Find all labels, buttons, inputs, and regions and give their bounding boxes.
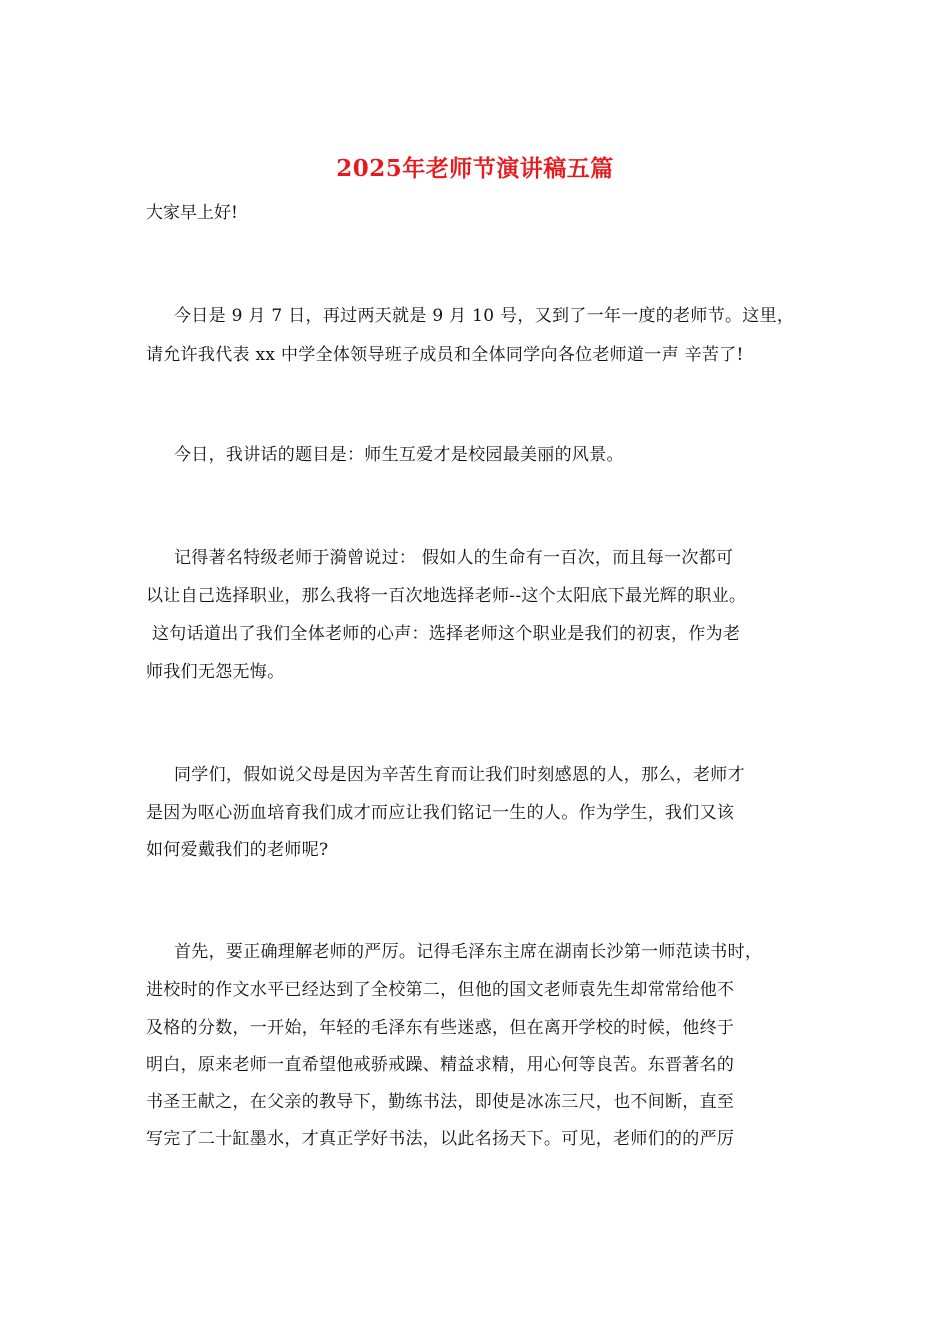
paragraph-line: 写完了二十缸墨水，才真正学好书法，以此名扬天下。可见，老师们的的严厉 xyxy=(146,1129,735,1149)
paragraph-line: 进校时的作文水平已经达到了全校第二，但他的国文老师袁先生却常常给他不 xyxy=(146,980,735,1000)
paragraph-line: 今日，我讲话的题目是：师生互爱才是校园最美丽的风景。 xyxy=(174,445,624,465)
paragraph-line: 同学们，假如说父母是因为辛苦生育而让我们时刻感恩的人，那么，老师才 xyxy=(174,765,745,785)
paragraph-line: 首先，要正确理解老师的严厉。记得毛泽东主席在湖南长沙第一师范读书时， xyxy=(174,942,763,962)
paragraph-line: 记得著名特级老师于漪曾说过： 假如人的生命有一百次，而且每一次都可 xyxy=(174,548,734,568)
paragraph-line: 请允许我代表 xx 中学全体领导班子成员和全体同学向各位老师道一声 辛苦了! xyxy=(146,345,744,365)
paragraph-line: 明白，原来老师一直希望他戒骄戒躁、精益求精，用心何等良苦。东晋著名的 xyxy=(146,1055,735,1075)
paragraph-line: 如何爱戴我们的老师呢? xyxy=(146,840,329,860)
paragraph-line: 今日是 9 月 7 日，再过两天就是 9 月 10 号，又到了一年一度的老师节。这里， xyxy=(174,306,795,326)
paragraph-line: 这句话道出了我们全体老师的心声：选择老师这个职业是我们的初衷，作为老 xyxy=(152,624,741,644)
paragraph-line: 是因为呕心沥血培育我们成才而应让我们铭记一生的人。作为学生，我们又该 xyxy=(146,803,735,823)
document-title: 2025年老师节演讲稿五篇 xyxy=(336,155,614,182)
paragraph-line: 以让自己选择职业，那么我将一百次地选择老师--这个太阳底下最光辉的职业。 xyxy=(146,586,747,606)
paragraph-line: 书圣王献之，在父亲的教导下，勤练书法，即使是冰冻三尺，也不间断，直至 xyxy=(146,1092,735,1112)
greeting-text: 大家早上好! xyxy=(146,203,238,223)
paragraph-line: 师我们无怨无悔。 xyxy=(146,662,285,682)
paragraph-line: 及格的分数，一开始，年轻的毛泽东有些迷惑，但在离开学校的时候，他终于 xyxy=(146,1018,735,1038)
